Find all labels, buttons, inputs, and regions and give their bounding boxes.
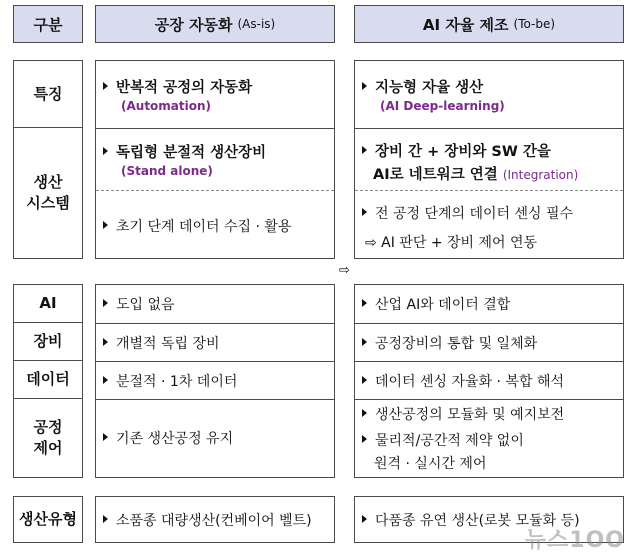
- label-feature: 특징: [13, 60, 83, 128]
- bullet-icon: [362, 208, 367, 216]
- header-asis-sub: (As-is): [237, 17, 276, 31]
- label-data: 데이터: [13, 360, 83, 399]
- bullet-icon: [362, 146, 367, 154]
- bullet-icon: [103, 221, 108, 229]
- label-production-system: 생산 시스템: [13, 127, 83, 259]
- header-tobe-sub: (To-be): [513, 17, 556, 31]
- header-tobe-title: AI 자율 제조: [422, 15, 509, 34]
- bullet-icon: [362, 82, 367, 90]
- asis-equipment-row: 개별적 독립 장비: [96, 323, 334, 361]
- tobe-system2-row: 전 공정 단계의 데이터 센싱 필수 ⇨ AI 판단 + 장비 제어 연동: [355, 190, 623, 260]
- bullet-icon: [103, 338, 108, 346]
- bullet-icon: [103, 433, 108, 441]
- label-production-type: 생산유형: [13, 496, 83, 543]
- bullet-icon: [103, 82, 108, 90]
- bullet-icon: [362, 409, 367, 417]
- asis-feature-row: 반복적 공정의 자동화 (Automation): [96, 61, 334, 128]
- asis-process-row: 기존 생산공정 유지: [96, 399, 334, 479]
- bullet-icon: [103, 515, 108, 523]
- bullet-icon: [362, 376, 367, 384]
- tobe-system1-row: 장비 간 + 장비와 SW 간을 AI로 네트워크 연결 (Integration): [355, 128, 623, 190]
- asis-section-1: [95, 60, 335, 259]
- asis-system2-row: 초기 단계 데이터 수집 · 활용: [96, 190, 334, 260]
- tobe-feature-row: 지능형 자율 생산 (AI Deep-learning): [355, 61, 623, 128]
- transition-arrow-icon: ⇨: [339, 263, 350, 278]
- asis-section-2: [95, 284, 335, 478]
- label-ai: AI: [13, 284, 83, 323]
- bullet-icon: [103, 147, 108, 155]
- header-asis-title: 공장 자동화: [154, 15, 233, 34]
- header-tobe: [354, 5, 624, 43]
- label-equipment: 장비: [13, 322, 83, 361]
- asis-system1-row: 독립형 분절적 생산장비 (Stand alone): [96, 128, 334, 190]
- tobe-section-1: [354, 60, 624, 259]
- bullet-icon: [362, 299, 367, 307]
- bullet-icon: [103, 376, 108, 384]
- bullet-icon: [103, 299, 108, 307]
- bullet-icon: [362, 435, 367, 443]
- asis-ai-row: 도입 없음: [96, 285, 334, 323]
- label-process-control: 공정 제어: [13, 398, 83, 478]
- tobe-data-row: 데이터 센싱 자율화 · 복합 해석: [355, 361, 623, 399]
- tobe-section-3: 다품종 유연 생산(로봇 모듈화 등): [354, 496, 624, 543]
- watermark-logo: 뉴스1OO: [524, 528, 625, 553]
- tobe-process-row: 생산공정의 모듈화 및 예지보전 물리적/공간적 제약 없이 원격 · 실시간 제어: [355, 399, 623, 479]
- tobe-ai-row: 산업 AI와 데이터 결합: [355, 285, 623, 323]
- header-category: [13, 5, 83, 43]
- bullet-icon: [362, 338, 367, 346]
- asis-data-row: 분절적 · 1차 데이터: [96, 361, 334, 399]
- header-category-label: 구분: [33, 15, 63, 34]
- tobe-equipment-row: 공정장비의 통합 및 일체화: [355, 323, 623, 361]
- asis-section-3: 소품종 대량생산(컨베이어 벨트): [95, 496, 335, 543]
- header-asis: [95, 5, 335, 43]
- tobe-section-2: [354, 284, 624, 478]
- bullet-icon: [362, 515, 367, 523]
